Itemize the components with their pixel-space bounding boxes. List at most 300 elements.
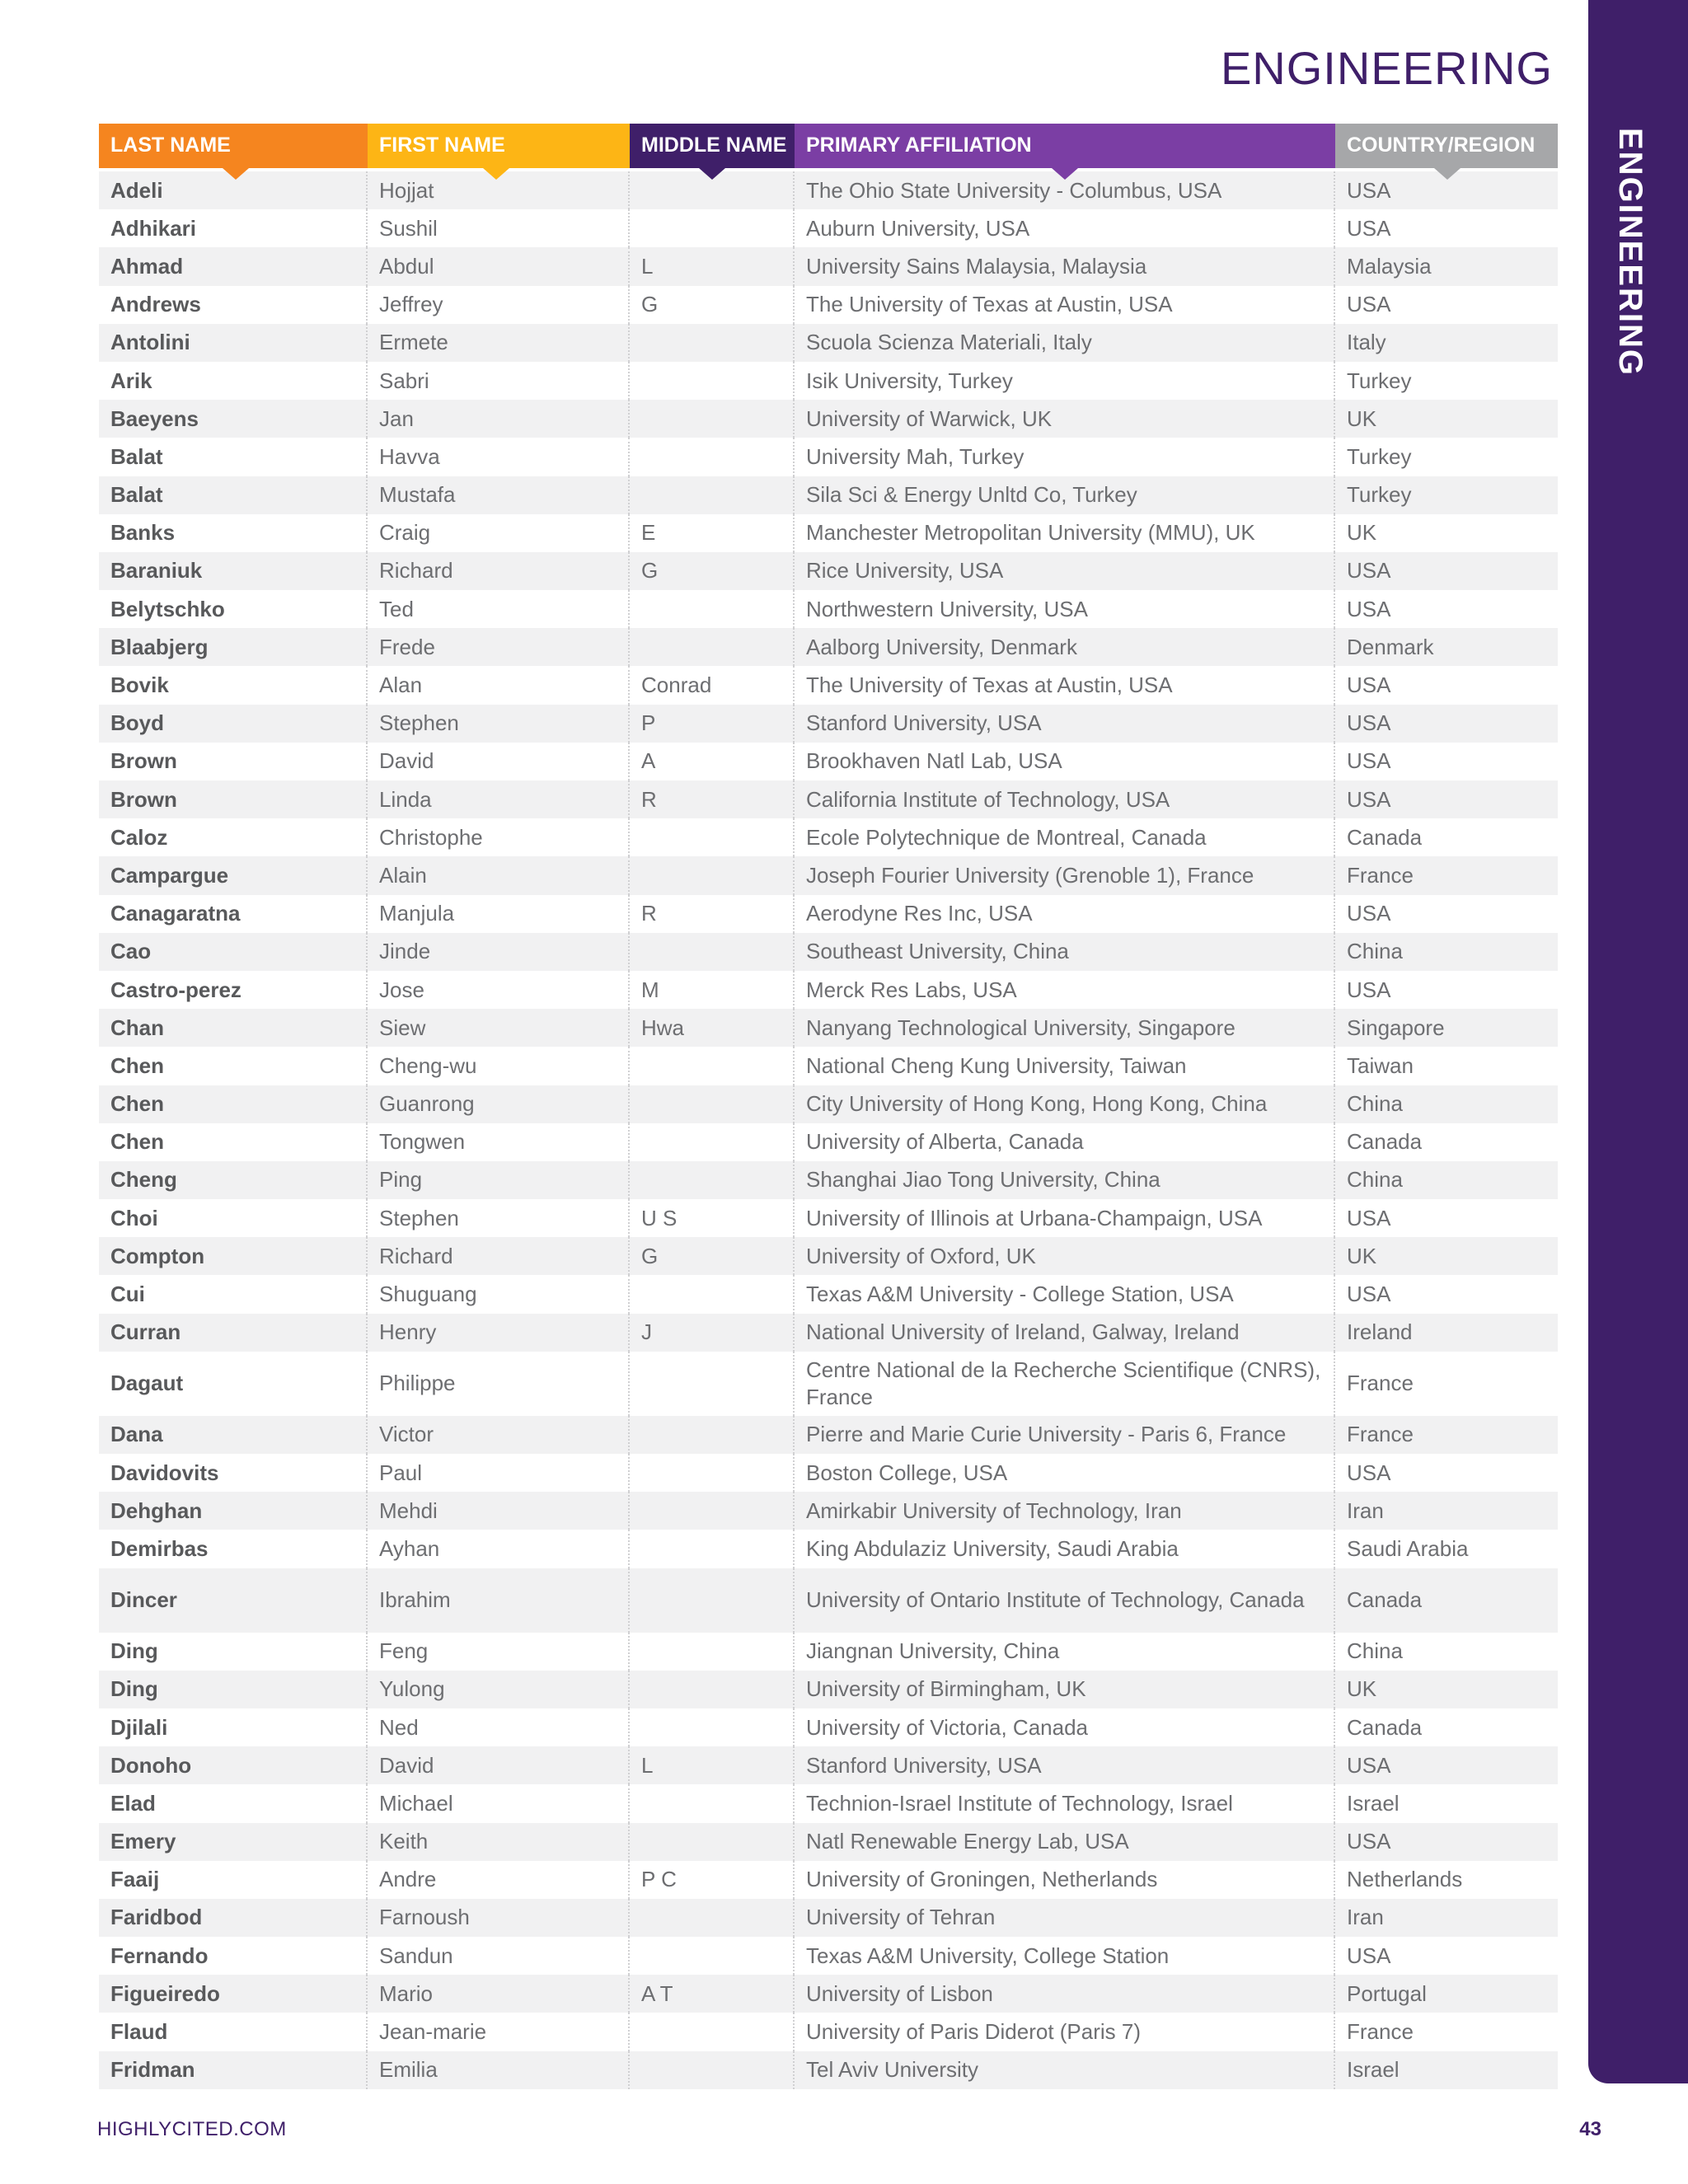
- country-cell: Turkey: [1335, 476, 1558, 514]
- first-name-cell: Ted: [368, 590, 630, 628]
- country-cell: USA: [1335, 971, 1558, 1009]
- header-pointer-icon: [1052, 168, 1078, 180]
- last-name-cell: Cheng: [99, 1161, 368, 1199]
- country-cell: France: [1335, 2013, 1558, 2050]
- last-name-cell: Boyd: [99, 705, 368, 743]
- table-row: [99, 1975, 1558, 2013]
- header-pointer-icon: [699, 168, 725, 180]
- country-cell: Canada: [1335, 818, 1558, 856]
- affiliation-cell: University of Groningen, Netherlands: [795, 1861, 1335, 1899]
- table-row: [99, 2013, 1558, 2050]
- first-name-cell: Jinde: [368, 933, 630, 971]
- affiliation-cell: Rice University, USA: [795, 552, 1335, 590]
- table-row: [99, 628, 1558, 666]
- table-row: [99, 1568, 1558, 1633]
- country-cell: USA: [1335, 209, 1558, 247]
- table-row: [99, 1454, 1558, 1492]
- last-name-cell: Faridbod: [99, 1899, 368, 1937]
- last-name-cell: Baraniuk: [99, 552, 368, 590]
- affiliation-cell: Shanghai Jiao Tong University, China: [795, 1161, 1335, 1199]
- table-row: [99, 1899, 1558, 1937]
- country-cell: Singapore: [1335, 1009, 1558, 1047]
- header-label: PRIMARY AFFILIATION: [806, 134, 1032, 157]
- affiliation-cell: Manchester Metropolitan University (MMU), UK: [795, 514, 1335, 552]
- country-cell: USA: [1335, 705, 1558, 743]
- first-name-cell: Guanrong: [368, 1085, 630, 1123]
- table-row: [99, 209, 1558, 247]
- country-cell: Italy: [1335, 324, 1558, 362]
- middle-name-cell: [630, 856, 795, 894]
- last-name-cell: Castro-perez: [99, 971, 368, 1009]
- table-row: [99, 1275, 1558, 1313]
- middle-name-cell: [630, 1085, 795, 1123]
- country-cell: USA: [1335, 1199, 1558, 1237]
- affiliation-cell: Jiangnan University, China: [795, 1633, 1335, 1671]
- middle-name-cell: A: [630, 743, 795, 780]
- affiliation-cell: University of Ontario Institute of Technology, Canada: [795, 1568, 1335, 1633]
- last-name-cell: Donoho: [99, 1746, 368, 1784]
- table-row: [99, 552, 1558, 590]
- last-name-cell: Choi: [99, 1199, 368, 1237]
- affiliation-cell: City University of Hong Kong, Hong Kong, China: [795, 1085, 1335, 1123]
- country-cell: UK: [1335, 1237, 1558, 1275]
- affiliation-cell: Centre National de la Recherche Scientifique (CNRS), France: [795, 1352, 1335, 1416]
- table-row: [99, 705, 1558, 743]
- affiliation-cell: Stanford University, USA: [795, 705, 1335, 743]
- country-cell: Denmark: [1335, 628, 1558, 666]
- last-name-cell: Banks: [99, 514, 368, 552]
- country-cell: France: [1335, 1352, 1558, 1416]
- side-tab-label: ENGINEERING: [1612, 128, 1648, 377]
- first-name-cell: Paul: [368, 1454, 630, 1492]
- middle-name-cell: [630, 1568, 795, 1633]
- first-name-cell: Jeffrey: [368, 286, 630, 324]
- middle-name-cell: [630, 1784, 795, 1822]
- country-cell: Netherlands: [1335, 1861, 1558, 1899]
- header-pointer-icon: [483, 168, 509, 180]
- last-name-cell: Balat: [99, 438, 368, 476]
- table-row: [99, 856, 1558, 894]
- middle-name-cell: [630, 400, 795, 438]
- first-name-cell: Craig: [368, 514, 630, 552]
- table-row: [99, 1123, 1558, 1161]
- country-cell: USA: [1335, 1823, 1558, 1861]
- table-row: [99, 1784, 1558, 1822]
- header-label: LAST NAME: [110, 134, 231, 157]
- first-name-cell: Ibrahim: [368, 1568, 630, 1633]
- country-cell: USA: [1335, 666, 1558, 704]
- last-name-cell: Figueiredo: [99, 1975, 368, 2013]
- country-cell: Turkey: [1335, 438, 1558, 476]
- affiliation-cell: University of Alberta, Canada: [795, 1123, 1335, 1161]
- affiliation-cell: Southeast University, China: [795, 933, 1335, 971]
- country-cell: Portugal: [1335, 1975, 1558, 2013]
- last-name-cell: Antolini: [99, 324, 368, 362]
- table-row: [99, 1633, 1558, 1671]
- table-row: [99, 2051, 1558, 2089]
- last-name-cell: Elad: [99, 1784, 368, 1822]
- country-cell: China: [1335, 1161, 1558, 1199]
- middle-name-cell: G: [630, 286, 795, 324]
- affiliation-cell: Ecole Polytechnique de Montreal, Canada: [795, 818, 1335, 856]
- affiliation-cell: The University of Texas at Austin, USA: [795, 286, 1335, 324]
- middle-name-cell: P: [630, 705, 795, 743]
- first-name-cell: Mehdi: [368, 1492, 630, 1530]
- country-cell: Canada: [1335, 1123, 1558, 1161]
- middle-name-cell: [630, 1937, 795, 1975]
- middle-name-cell: [630, 438, 795, 476]
- country-cell: Taiwan: [1335, 1047, 1558, 1085]
- first-name-cell: Sushil: [368, 209, 630, 247]
- affiliation-cell: Scuola Scienza Materiali, Italy: [795, 324, 1335, 362]
- country-cell: China: [1335, 1085, 1558, 1123]
- header-label: FIRST NAME: [379, 134, 505, 157]
- last-name-cell: Canagaratna: [99, 895, 368, 933]
- table-row: [99, 1352, 1558, 1416]
- table-body: [99, 171, 1558, 2089]
- first-name-cell: Feng: [368, 1633, 630, 1671]
- affiliation-cell: University of Warwick, UK: [795, 400, 1335, 438]
- affiliation-cell: Isik University, Turkey: [795, 362, 1335, 400]
- last-name-cell: Bovik: [99, 666, 368, 704]
- last-name-cell: Balat: [99, 476, 368, 514]
- last-name-cell: Ahmad: [99, 247, 368, 285]
- country-cell: Canada: [1335, 1708, 1558, 1746]
- table-row: [99, 514, 1558, 552]
- header-last-name: [99, 124, 368, 168]
- last-name-cell: Djilali: [99, 1708, 368, 1746]
- middle-name-cell: [630, 1352, 795, 1416]
- affiliation-cell: Texas A&M University - College Station, USA: [795, 1275, 1335, 1313]
- table-row: [99, 933, 1558, 971]
- first-name-cell: Emilia: [368, 2051, 630, 2089]
- first-name-cell: Alain: [368, 856, 630, 894]
- first-name-cell: Jean-marie: [368, 2013, 630, 2050]
- last-name-cell: Fernando: [99, 1937, 368, 1975]
- table-row: [99, 1861, 1558, 1899]
- last-name-cell: Blaabjerg: [99, 628, 368, 666]
- affiliation-cell: Auburn University, USA: [795, 209, 1335, 247]
- country-cell: China: [1335, 1633, 1558, 1671]
- first-name-cell: Sandun: [368, 1937, 630, 1975]
- last-name-cell: Campargue: [99, 856, 368, 894]
- affiliation-cell: Merck Res Labs, USA: [795, 971, 1335, 1009]
- table-row: [99, 1085, 1558, 1123]
- middle-name-cell: Conrad: [630, 666, 795, 704]
- first-name-cell: Siew: [368, 1009, 630, 1047]
- country-cell: Iran: [1335, 1492, 1558, 1530]
- middle-name-cell: [630, 1633, 795, 1671]
- affiliation-cell: Tel Aviv University: [795, 2051, 1335, 2089]
- table-row: [99, 1823, 1558, 1861]
- header-pointer-icon: [1434, 168, 1461, 180]
- middle-name-cell: L: [630, 1746, 795, 1784]
- last-name-cell: Dehghan: [99, 1492, 368, 1530]
- last-name-cell: Ding: [99, 1671, 368, 1708]
- table-row: [99, 1237, 1558, 1275]
- country-cell: USA: [1335, 552, 1558, 590]
- first-name-cell: Ermete: [368, 324, 630, 362]
- first-name-cell: Abdul: [368, 247, 630, 285]
- country-cell: Ireland: [1335, 1314, 1558, 1352]
- last-name-cell: Dana: [99, 1416, 368, 1454]
- table-row: [99, 818, 1558, 856]
- country-cell: Saudi Arabia: [1335, 1530, 1558, 1568]
- country-cell: Malaysia: [1335, 247, 1558, 285]
- last-name-cell: Baeyens: [99, 400, 368, 438]
- country-cell: USA: [1335, 1937, 1558, 1975]
- middle-name-cell: [630, 590, 795, 628]
- middle-name-cell: [630, 1823, 795, 1861]
- middle-name-cell: E: [630, 514, 795, 552]
- middle-name-cell: [630, 324, 795, 362]
- last-name-cell: Brown: [99, 780, 368, 818]
- middle-name-cell: G: [630, 1237, 795, 1275]
- affiliation-cell: National University of Ireland, Galway, Ireland: [795, 1314, 1335, 1352]
- side-tab-label-container: [1611, 128, 1661, 377]
- table-row: [99, 1416, 1558, 1454]
- header-country-region: [1335, 124, 1558, 168]
- middle-name-cell: [630, 1492, 795, 1530]
- last-name-cell: Adhikari: [99, 209, 368, 247]
- middle-name-cell: J: [630, 1314, 795, 1352]
- middle-name-cell: [630, 209, 795, 247]
- table-row: [99, 666, 1558, 704]
- table-row: [99, 286, 1558, 324]
- middle-name-cell: P C: [630, 1861, 795, 1899]
- country-cell: USA: [1335, 286, 1558, 324]
- first-name-cell: Henry: [368, 1314, 630, 1352]
- middle-name-cell: [630, 1454, 795, 1492]
- first-name-cell: Philippe: [368, 1352, 630, 1416]
- affiliation-cell: National Cheng Kung University, Taiwan: [795, 1047, 1335, 1085]
- affiliation-cell: Natl Renewable Energy Lab, USA: [795, 1823, 1335, 1861]
- last-name-cell: Chan: [99, 1009, 368, 1047]
- first-name-cell: David: [368, 743, 630, 780]
- first-name-cell: Stephen: [368, 1199, 630, 1237]
- country-cell: USA: [1335, 590, 1558, 628]
- first-name-cell: Alan: [368, 666, 630, 704]
- table-row: [99, 590, 1558, 628]
- affiliation-cell: Joseph Fourier University (Grenoble 1), France: [795, 856, 1335, 894]
- affiliation-cell: University of Lisbon: [795, 1975, 1335, 2013]
- header-primary-affiliation: [795, 124, 1335, 168]
- table-row: [99, 362, 1558, 400]
- country-cell: USA: [1335, 1746, 1558, 1784]
- first-name-cell: Cheng-wu: [368, 1047, 630, 1085]
- table-row: [99, 1199, 1558, 1237]
- middle-name-cell: Hwa: [630, 1009, 795, 1047]
- affiliation-cell: University of Illinois at Urbana-Champaign, USA: [795, 1199, 1335, 1237]
- first-name-cell: Frede: [368, 628, 630, 666]
- affiliation-cell: Aerodyne Res Inc, USA: [795, 895, 1335, 933]
- country-cell: France: [1335, 856, 1558, 894]
- first-name-cell: Farnoush: [368, 1899, 630, 1937]
- affiliation-cell: Northwestern University, USA: [795, 590, 1335, 628]
- first-name-cell: Linda: [368, 780, 630, 818]
- first-name-cell: Andre: [368, 1861, 630, 1899]
- first-name-cell: Mario: [368, 1975, 630, 2013]
- table-row: [99, 1314, 1558, 1352]
- table-row: [99, 438, 1558, 476]
- last-name-cell: Arik: [99, 362, 368, 400]
- middle-name-cell: A T: [630, 1975, 795, 2013]
- country-cell: UK: [1335, 1671, 1558, 1708]
- country-cell: China: [1335, 933, 1558, 971]
- affiliation-cell: California Institute of Technology, USA: [795, 780, 1335, 818]
- middle-name-cell: U S: [630, 1199, 795, 1237]
- table-row: [99, 476, 1558, 514]
- country-cell: Israel: [1335, 1784, 1558, 1822]
- middle-name-cell: [630, 1899, 795, 1937]
- first-name-cell: Richard: [368, 552, 630, 590]
- last-name-cell: Fridman: [99, 2051, 368, 2089]
- affiliation-cell: Technion-Israel Institute of Technology, Israel: [795, 1784, 1335, 1822]
- last-name-cell: Chen: [99, 1123, 368, 1161]
- middle-name-cell: [630, 2051, 795, 2089]
- header-pointer-icon: [223, 168, 249, 180]
- page-title: ENGINEERING: [1220, 42, 1553, 94]
- affiliation-cell: University of Tehran: [795, 1899, 1335, 1937]
- last-name-cell: Dincer: [99, 1568, 368, 1633]
- country-cell: USA: [1335, 780, 1558, 818]
- researchers-table: [99, 124, 1558, 2089]
- middle-name-cell: [630, 1671, 795, 1708]
- table-row: [99, 743, 1558, 780]
- last-name-cell: Brown: [99, 743, 368, 780]
- affiliation-cell: University Mah, Turkey: [795, 438, 1335, 476]
- table-row: [99, 247, 1558, 285]
- country-cell: UK: [1335, 514, 1558, 552]
- table-row: [99, 171, 1558, 209]
- last-name-cell: Demirbas: [99, 1530, 368, 1568]
- middle-name-cell: R: [630, 895, 795, 933]
- table-row: [99, 400, 1558, 438]
- first-name-cell: Hojjat: [368, 171, 630, 209]
- affiliation-cell: Pierre and Marie Curie University - Paris 6, France: [795, 1416, 1335, 1454]
- affiliation-cell: Amirkabir University of Technology, Iran: [795, 1492, 1335, 1530]
- table-row: [99, 1530, 1558, 1568]
- middle-name-cell: [630, 1123, 795, 1161]
- country-cell: USA: [1335, 1454, 1558, 1492]
- first-name-cell: Manjula: [368, 895, 630, 933]
- middle-name-cell: [630, 1708, 795, 1746]
- middle-name-cell: L: [630, 247, 795, 285]
- first-name-cell: Jose: [368, 971, 630, 1009]
- table-row: [99, 1047, 1558, 1085]
- last-name-cell: Davidovits: [99, 1454, 368, 1492]
- affiliation-cell: The University of Texas at Austin, USA: [795, 666, 1335, 704]
- middle-name-cell: [630, 1047, 795, 1085]
- middle-name-cell: [630, 1530, 795, 1568]
- country-cell: USA: [1335, 895, 1558, 933]
- last-name-cell: Cao: [99, 933, 368, 971]
- affiliation-cell: University of Oxford, UK: [795, 1237, 1335, 1275]
- first-name-cell: David: [368, 1746, 630, 1784]
- table-row: [99, 1161, 1558, 1199]
- middle-name-cell: [630, 362, 795, 400]
- first-name-cell: Victor: [368, 1416, 630, 1454]
- table-row: [99, 1746, 1558, 1784]
- affiliation-cell: Texas A&M University, College Station: [795, 1937, 1335, 1975]
- table-row: [99, 780, 1558, 818]
- affiliation-cell: University of Birmingham, UK: [795, 1671, 1335, 1708]
- country-cell: Canada: [1335, 1568, 1558, 1633]
- last-name-cell: Compton: [99, 1237, 368, 1275]
- middle-name-cell: [630, 628, 795, 666]
- country-cell: USA: [1335, 171, 1558, 209]
- affiliation-cell: University of Victoria, Canada: [795, 1708, 1335, 1746]
- first-name-cell: Ping: [368, 1161, 630, 1199]
- first-name-cell: Shuguang: [368, 1275, 630, 1313]
- first-name-cell: Richard: [368, 1237, 630, 1275]
- table-row: [99, 895, 1558, 933]
- first-name-cell: Keith: [368, 1823, 630, 1861]
- affiliation-cell: University Sains Malaysia, Malaysia: [795, 247, 1335, 285]
- country-cell: USA: [1335, 743, 1558, 780]
- table-row: [99, 971, 1558, 1009]
- middle-name-cell: [630, 2013, 795, 2050]
- table-row: [99, 1492, 1558, 1530]
- last-name-cell: Curran: [99, 1314, 368, 1352]
- first-name-cell: Jan: [368, 400, 630, 438]
- table-row: [99, 1671, 1558, 1708]
- first-name-cell: Ayhan: [368, 1530, 630, 1568]
- middle-name-cell: [630, 1161, 795, 1199]
- last-name-cell: Andrews: [99, 286, 368, 324]
- table-row: [99, 1009, 1558, 1047]
- first-name-cell: Ned: [368, 1708, 630, 1746]
- affiliation-cell: Nanyang Technological University, Singapore: [795, 1009, 1335, 1047]
- middle-name-cell: M: [630, 971, 795, 1009]
- header-first-name: [368, 124, 630, 168]
- first-name-cell: Christophe: [368, 818, 630, 856]
- table-row: [99, 1937, 1558, 1975]
- last-name-cell: Ding: [99, 1633, 368, 1671]
- middle-name-cell: [630, 1416, 795, 1454]
- table-row: [99, 324, 1558, 362]
- footer-site: HIGHLYCITED.COM: [97, 2118, 287, 2140]
- affiliation-cell: Stanford University, USA: [795, 1746, 1335, 1784]
- table-header: [99, 124, 1558, 168]
- first-name-cell: Yulong: [368, 1671, 630, 1708]
- country-cell: France: [1335, 1416, 1558, 1454]
- first-name-cell: Havva: [368, 438, 630, 476]
- last-name-cell: Flaud: [99, 2013, 368, 2050]
- first-name-cell: Stephen: [368, 705, 630, 743]
- header-middle-name: [630, 124, 795, 168]
- affiliation-cell: Sila Sci & Energy Unltd Co, Turkey: [795, 476, 1335, 514]
- country-cell: Turkey: [1335, 362, 1558, 400]
- affiliation-cell: Aalborg University, Denmark: [795, 628, 1335, 666]
- country-cell: Israel: [1335, 2051, 1558, 2089]
- first-name-cell: Tongwen: [368, 1123, 630, 1161]
- middle-name-cell: [630, 1275, 795, 1313]
- first-name-cell: Mustafa: [368, 476, 630, 514]
- middle-name-cell: [630, 476, 795, 514]
- last-name-cell: Caloz: [99, 818, 368, 856]
- table-row: [99, 1708, 1558, 1746]
- middle-name-cell: R: [630, 780, 795, 818]
- first-name-cell: Sabri: [368, 362, 630, 400]
- last-name-cell: Chen: [99, 1047, 368, 1085]
- country-cell: Iran: [1335, 1899, 1558, 1937]
- header-label: MIDDLE NAME: [641, 134, 787, 157]
- page-number: 43: [1579, 2118, 1601, 2140]
- affiliation-cell: The Ohio State University - Columbus, USA: [795, 171, 1335, 209]
- middle-name-cell: [630, 933, 795, 971]
- last-name-cell: Adeli: [99, 171, 368, 209]
